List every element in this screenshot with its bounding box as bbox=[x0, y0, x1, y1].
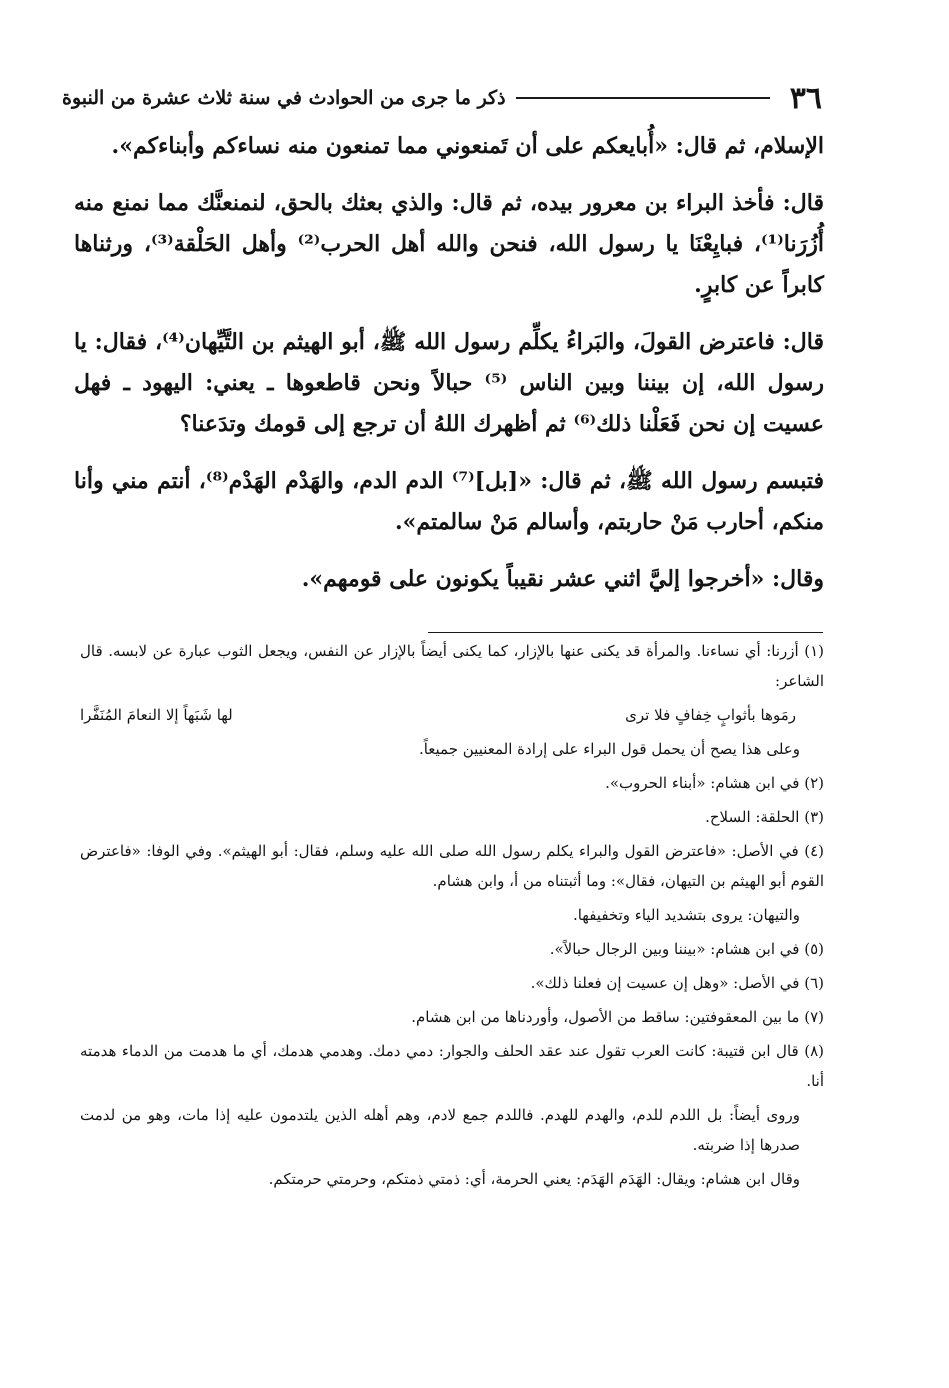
verse-first-hemistich: رمَوها بأثوابٍ خِفافٍ فلا ترى bbox=[625, 706, 796, 724]
running-title: ذكر ما جرى من الحوادث في سنة ثلاث عشرة من النبوة bbox=[62, 87, 506, 109]
footnote-1: (١) أزرنا: أي نساءنا. والمرأة قد يكنى عنها بالإزار، كما يكنى أيضاً بالإزار عن النفس، ويجعل الثوب عبارة عن لابسه. قال الشاعر: bbox=[80, 642, 824, 690]
footnotes bbox=[80, 636, 824, 1198]
paragraph: فتبسم رسول الله ﷺ، ثم قال: «[بل]⁽⁷⁾ الدم الدم، والهَدْم الهَدْم⁽⁸⁾، أنتم مني وأنا منكم، أحارب مَنْ حاربتم، وأسالم مَنْ سالمتم». bbox=[74, 468, 825, 535]
footnote-2: (٢) في ابن هشام: «أبناء الحروب». bbox=[605, 774, 824, 792]
footnote-8-continued: وروى أيضاً: بل اللدم للدم، والهدم للهدم. فاللدم جمع لادم، وهم أهله الذين يلتدمون عليه إذا مات، وهو من لدمت صدرها إذا ضربته. bbox=[80, 1106, 800, 1154]
footnote-8: (٨) قال ابن قتيبة: كانت العرب تقول عند عقد الحلف والجوار: دمي دمك. وهدمي هدمك، أي ما هدمت من الدماء هدمته أنا. bbox=[80, 1042, 824, 1090]
page-header bbox=[62, 78, 822, 118]
footnote-5: (٥) في ابن هشام: «بيننا وبين الرجال حبالاً». bbox=[549, 940, 824, 958]
paragraph: قال: فاعترض القولَ، والبَراءُ يكلِّم رسول الله ﷺ، أبو الهيثم بن التَّيِّهان⁽⁴⁾، فقال: يا رسول الله، إن بيننا وبين الناس ⁽⁵⁾ حبالاً ونحن قاطعوها ـ يعني: اليهود ـ فهل عسيت إن نحن فَعَلْنا ذلك⁽⁶⁾ ثم أظهرك اللهُ أن ترجع إلى قومك وتدَعنا؟ bbox=[74, 329, 824, 437]
poetry-verse bbox=[80, 700, 824, 730]
footnote-4-continued: والتيهان: يروى بتشديد الياء وتخفيفها. bbox=[572, 906, 800, 924]
footnote-3: (٣) الحلقة: السلاح. bbox=[705, 808, 824, 826]
paragraph: قال: فأخذ البراء بن معرور بيده، ثم قال: والذي بعثك بالحق، لنمنعنَّك مما نمنع منه أُزُرَنا⁽¹⁾، فبايِعْنَا يا رسول الله، فنحن والله أهل الحرب⁽²⁾ وأهل الحَلْقة⁽³⁾، ورثناها كابراً عن كابرٍ. bbox=[74, 190, 824, 298]
footnote-6: (٦) في الأصل: «وهل إن عسيت إن فعلنا ذلك». bbox=[530, 974, 824, 992]
verse-second-hemistich: لها شَبَهاً إلا النعامَ المُنَفَّرا bbox=[80, 706, 233, 724]
footnote-7: (٧) ما بين المعقوفتين: ساقط من الأصول، وأوردناها من ابن هشام. bbox=[411, 1008, 824, 1026]
footnote-1-continued: وعلى هذا يصح أن يحمل قول البراء على إرادة المعنيين جميعاً. bbox=[418, 740, 800, 758]
page-number: ٣٦ bbox=[789, 80, 822, 116]
footnote-4: (٤) في الأصل: «فاعترض القول والبراء يكلم رسول الله صلى الله عليه وسلم، فقال: أبو الهيثم». وفي الوفا: «فاعترض القوم أبو الهيثم بن التيهان، فقال»: وما أثبتناه من أ، وابن هشام. bbox=[80, 842, 824, 890]
paragraph: وقال: «أخرجوا إليَّ اثني عشر نقيباً يكونون على قومهم». bbox=[301, 566, 824, 592]
footnote-separator bbox=[428, 632, 823, 633]
main-text bbox=[74, 126, 824, 616]
footnote-8-continued: وقال ابن هشام: ويقال: الهَدَم الهَدَم: يعني الحرمة، أي: ذمتي ذمتكم، وحرمتي حرمتكم. bbox=[268, 1170, 800, 1188]
paragraph: الإسلام، ثم قال: «أُبايعكم على أن تَمنعوني مما تمنعون منه نساءكم وأبناءكم». bbox=[111, 133, 824, 159]
header-rule bbox=[516, 97, 770, 99]
